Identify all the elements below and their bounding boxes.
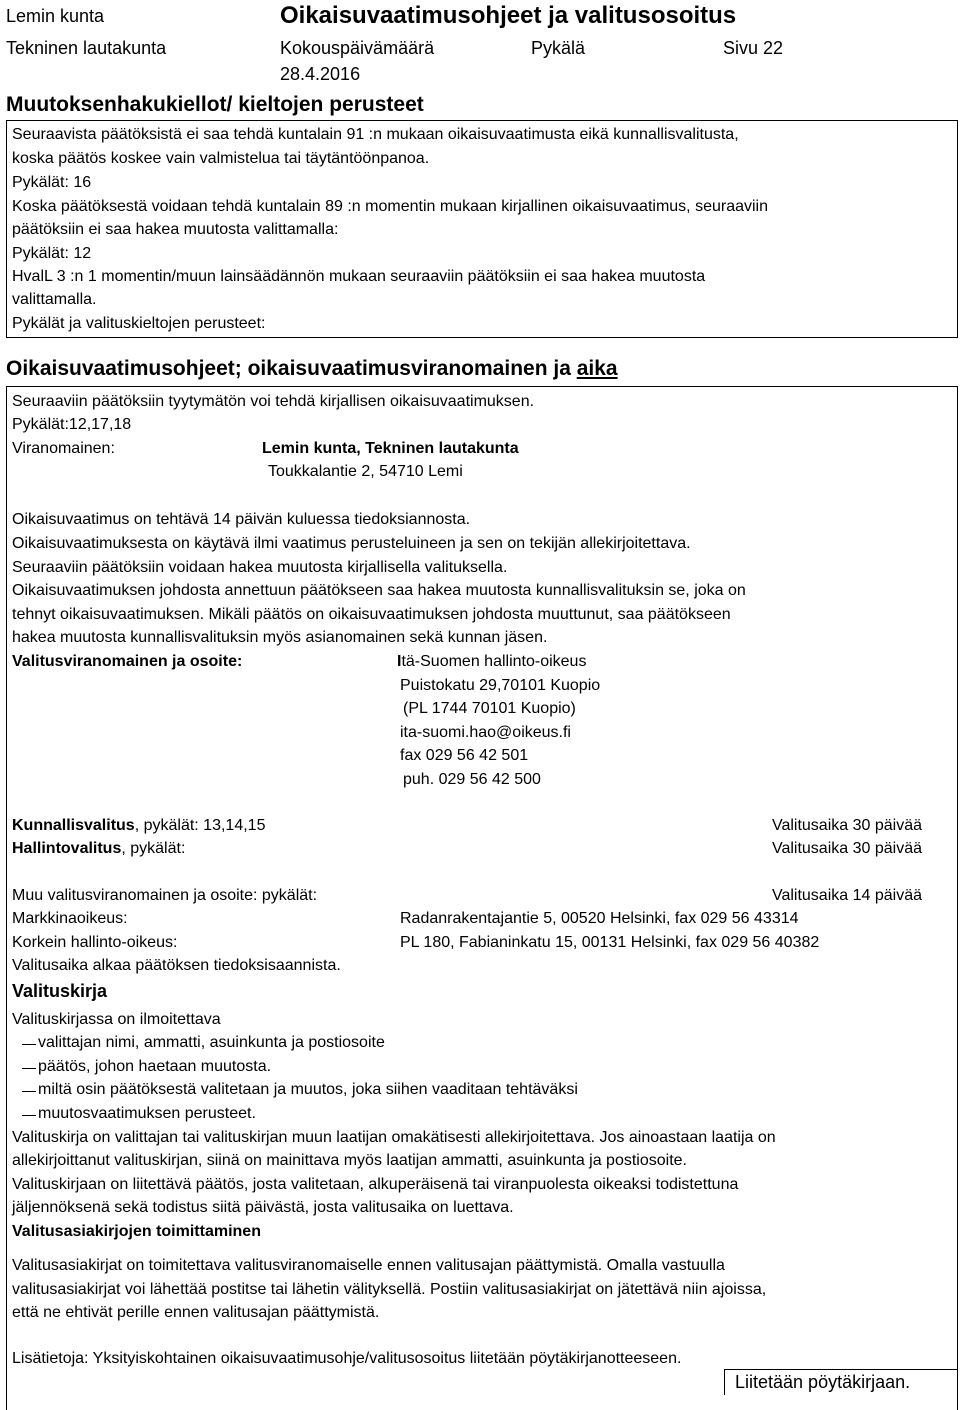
paragraph-line: tehnyt oikaisuvaatimuksen. Mikäli päätös on oikaisuvaatimuksen johdosta muuttunut, saa päätökseen: [12, 606, 731, 623]
paragraph-line: hakea muutosta kunnallisvalituksin myös asianomainen sekä kunnan jäsen.: [12, 629, 548, 646]
administrative-appeal-sections: , pykälät:: [121, 840, 186, 857]
municipal-appeal-label: Kunnallisvalitus: [12, 817, 135, 834]
municipal-appeal-line: [12, 817, 265, 835]
board-name: Tekninen lautakunta: [6, 38, 167, 58]
section-heading-restrictions: Muutoksenhakukiellot/ kieltojen perusteet: [6, 93, 424, 116]
appeal-authority-email: ita-suomi.hao@oikeus.fi: [400, 724, 571, 741]
list-item: miltä osin päätöksestä valitetaan ja muutos, joka siihen vaaditaan tehtäväksi: [38, 1081, 578, 1098]
market-court-label: Markkinaoikeus:: [12, 910, 128, 927]
paragraph-line: Koska päätöksestä voidaan tehdä kuntalain 89 :n momentin mukaan kirjallinen oikaisuvaatimus, seuraaviin: [12, 198, 768, 215]
paragraph-line: Oikaisuvaatimus on tehtävä 14 päivän kuluessa tiedoksiannosta.: [12, 511, 471, 528]
list-item: muutosvaatimuksen perusteet.: [38, 1105, 256, 1122]
supreme-admin-court-label: Korkein hallinto-oikeus:: [12, 934, 178, 951]
additional-info: Lisätietoja: Yksityiskohtainen oikaisuvaatimusohje/valitusosoitus liitetään pöytäkirjanotteeseen.: [12, 1350, 682, 1367]
authority-name: Lemin kunta, Tekninen lautakunta: [262, 440, 519, 457]
section-heading-rectification: [6, 357, 618, 381]
paragraph-line: Valituskirja on valittajan tai valituskirjan muun laatijan omakätisesti allekirjoitettava. Jos ainoastaan laatija on: [12, 1129, 776, 1146]
list-item: päätös, johon haetaan muutosta.: [38, 1058, 272, 1075]
other-authority-label: Muu valitusviranomainen ja osoite: pykälät:: [12, 887, 318, 904]
paragraph-line: Pykälät ja valituskieltojen perusteet:: [12, 315, 266, 332]
supreme-admin-court-address: PL 180, Fabianinkatu 15, 00131 Helsinki, fax 029 56 40382: [400, 934, 820, 951]
org-name: Lemin kunta: [6, 6, 105, 26]
page-number: Sivu 22: [723, 38, 784, 58]
list-dash: [22, 1044, 36, 1045]
paragraph-line: Seuraaviin päätöksiin tyytymätön voi tehdä kirjallisen oikaisuvaatimuksen.: [12, 393, 535, 410]
paragraph-line: Valitusaika alkaa päätöksen tiedoksisaannista.: [12, 957, 341, 974]
footer-note: Liitetään pöytäkirjaan.: [735, 1372, 911, 1392]
list-dash: [22, 1115, 36, 1116]
administrative-appeal-line: [12, 840, 185, 858]
paragraph-line: että ne ehtivät perille ennen valitusajan päättymistä.: [12, 1304, 380, 1321]
appeal-authority-label: Valitusviranomainen ja osoite:: [12, 653, 243, 670]
paragraph-line: Oikaisuvaatimuksesta on käytävä ilmi vaatimus perusteluineen ja sen on tekijän allekirjoitettava.: [12, 535, 691, 552]
paragraph-line: valittamalla.: [12, 291, 97, 308]
paragraph-line: allekirjoittanut valituskirjan, siinä on mainittava myös laatijan ammatti, asuinkunta ja postiosoite.: [12, 1152, 687, 1169]
paragraph-line: päätöksiin ei saa hakea muutosta valittamalla:: [12, 221, 339, 238]
paragraph-line: Valituskirjaan on liitettävä päätös, josta valitetaan, alkuperäisenä tai viranpuolesta oikeaksi todistettuna: [12, 1176, 739, 1193]
paragraph-line: Oikaisuvaatimuksen johdosta annettuun päätökseen saa hakea muutosta kunnallisvalituksin se, joka on: [12, 582, 746, 599]
appeal-authority-name-rest: tä-Suomen hallinto-oikeus: [401, 653, 587, 670]
paragraph-line: Valitusasiakirjat on toimitettava valitusviranomaiselle ennen valitusajan päättymistä. Omalla vastuulla: [12, 1257, 725, 1274]
appeal-authority-phone: puh. 029 56 42 500: [403, 771, 541, 788]
paragraph-line: valitusasiakirjat voi lähettää postitse tai lähetin välityksellä. Postiin valitusasiakirjat on jätettävä niin ajoissa,: [12, 1281, 767, 1298]
appeal-authority-name: [397, 653, 586, 671]
appeal-authority-address: Puistokatu 29,70101 Kuopio: [400, 677, 601, 694]
paragraph-line: koska päätös koskee vain valmistelua tai täytäntöönpanoa.: [12, 150, 430, 167]
meeting-date: 28.4.2016: [280, 64, 361, 84]
meeting-date-label: Kokouspäivämäärä: [280, 38, 435, 58]
market-court-address: Radanrakentajantie 5, 00520 Helsinki, fax 029 56 43314: [400, 910, 799, 927]
heading-text: Oikaisuvaatimusohjeet; oikaisuvaatimusviranomainen ja: [6, 357, 577, 380]
list-item: valittajan nimi, ammatti, asuinkunta ja postiosoite: [38, 1034, 385, 1051]
paragraph-line: HvalL 3 :n 1 momentin/muun lainsäädännön mukaan seuraaviin päätöksiin ei saa hakea muutosta: [12, 268, 706, 285]
appeal-authority-po-box: (PL 1744 70101 Kuopio): [403, 700, 576, 717]
other-authority-time: Valitusaika 14 päivää: [771, 887, 922, 904]
list-dash: [22, 1091, 36, 1092]
municipal-appeal-sections: , pykälät: 13,14,15: [134, 817, 266, 834]
municipal-appeal-time: Valitusaika 30 päivää: [771, 817, 922, 834]
paragraph-line: Seuraaviin päätöksiin voidaan hakea muutosta kirjallisella valituksella.: [12, 559, 508, 576]
paragraph-line: jäljennöksenä sekä todistus siitä päivästä, josta valitusaika on luettava.: [12, 1199, 514, 1216]
section-label: Pykälä: [531, 38, 586, 58]
document-title: Oikaisuvaatimusohjeet ja valitusosoitus: [280, 2, 737, 29]
paragraph-line: Pykälät:12,17,18: [12, 416, 132, 433]
administrative-appeal-time: Valitusaika 30 päivää: [771, 840, 922, 857]
appeal-letter-heading: Valituskirja: [12, 981, 108, 1001]
paragraph-line: Pykälät: 12: [12, 245, 92, 262]
list-dash: [22, 1068, 36, 1069]
paragraph-line: Seuraavista päätöksistä ei saa tehdä kuntalain 91 :n mukaan oikaisuvaatimusta eikä kunnallisvalitusta,: [12, 126, 739, 143]
appeal-docs-heading: Valitusasiakirjojen toimittaminen: [12, 1223, 261, 1240]
authority-label: Viranomainen:: [12, 440, 115, 457]
appeal-authority-initial: I: [397, 653, 402, 670]
appeal-authority-fax: fax 029 56 42 501: [400, 747, 529, 764]
authority-address: Toukkalantie 2, 54710 Lemi: [268, 463, 463, 480]
administrative-appeal-label: Hallintovalitus: [12, 840, 122, 857]
paragraph-line: Valituskirjassa on ilmoitettava: [12, 1011, 221, 1028]
heading-text-underlined: aika: [576, 357, 618, 380]
paragraph-line: Pykälät: 16: [12, 174, 92, 191]
